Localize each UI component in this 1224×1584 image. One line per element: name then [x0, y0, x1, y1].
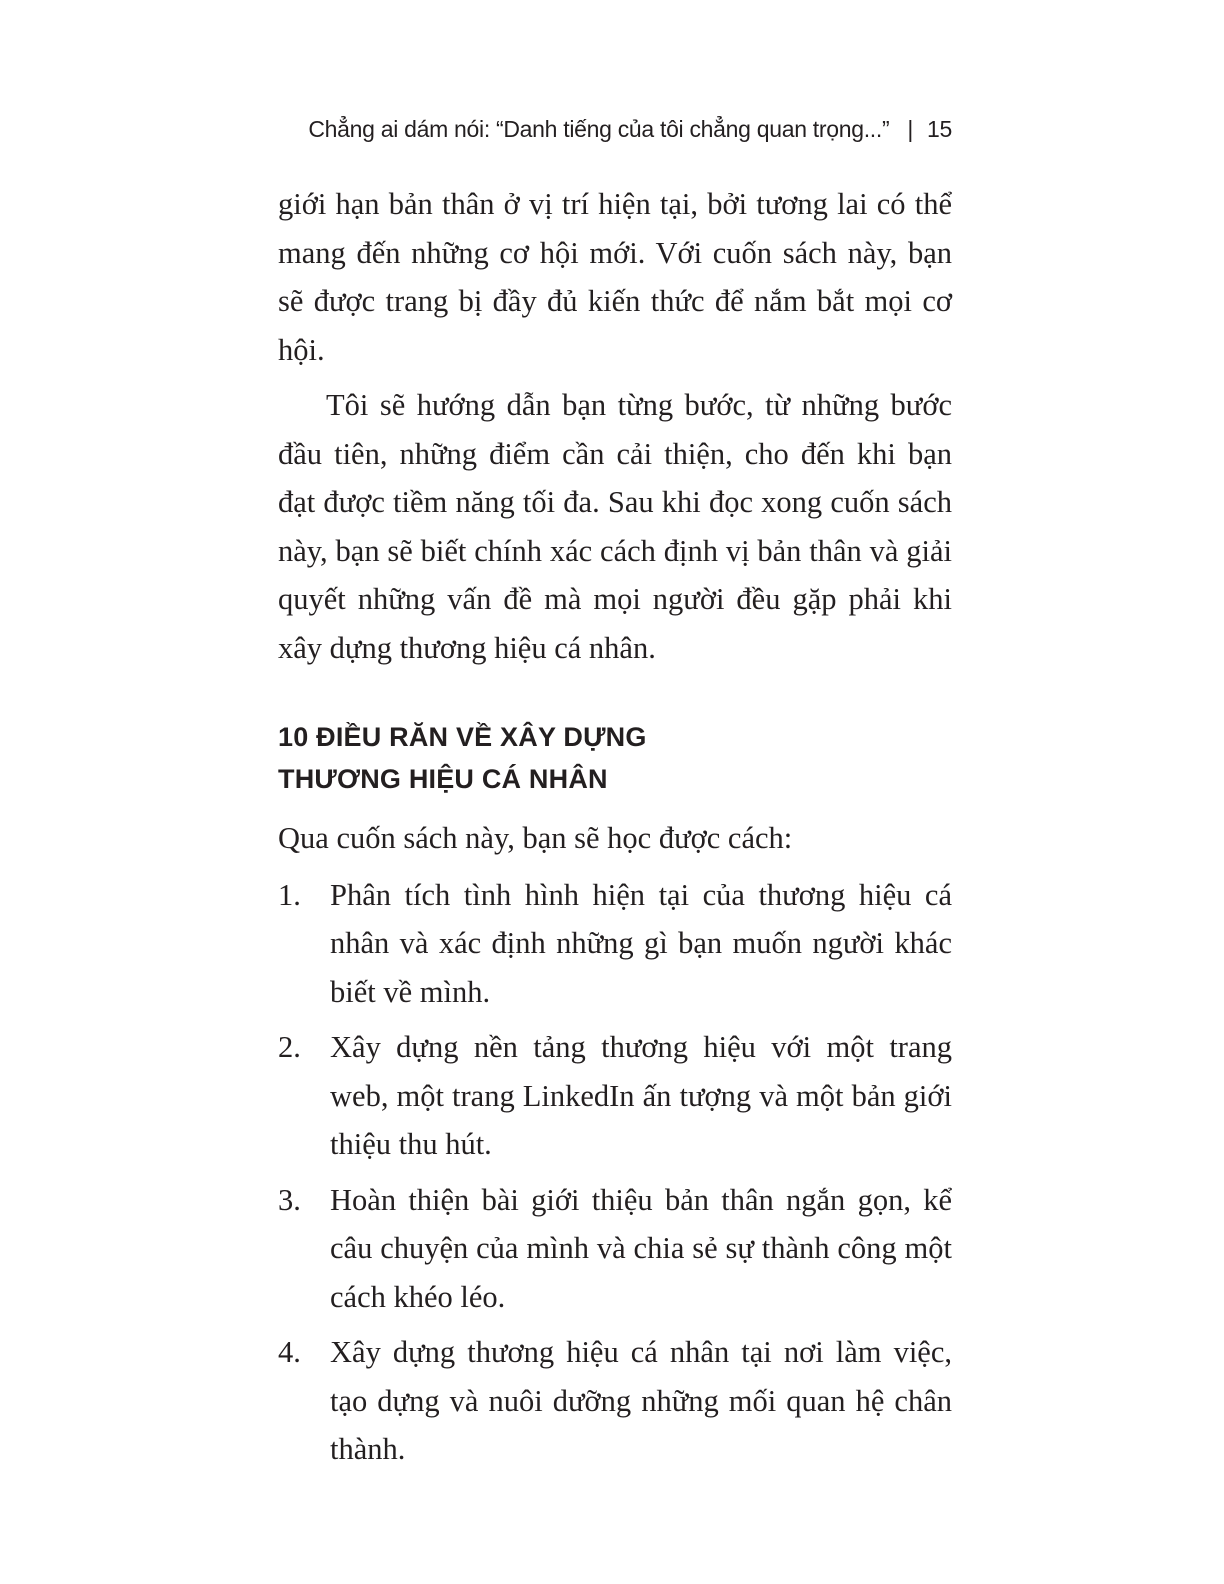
page-body	[278, 180, 952, 1474]
section-heading-line-1: 10 ĐIỀU RĂN VỀ XÂY DỰNG	[278, 722, 647, 752]
page-number: 15	[927, 116, 952, 142]
list-item-text: Xây dựng thương hiệu cá nhân tại nơi làm việc, tạo dựng và nuôi dưỡng những mối quan hệ chân thành.	[330, 1335, 952, 1466]
paragraph-continued: giới hạn bản thân ở vị trí hiện tại, bởi tương lai có thể mang đến những cơ hội mới. Với cuốn sách này, bạn sẽ được trang bị đầy đủ kiến thức để nắm bắt mọi cơ hội.	[278, 187, 952, 367]
paragraph: Tôi sẽ hướng dẫn bạn từng bước, từ những bước đầu tiên, những điểm cần cải thiện, cho đến khi bạn đạt được tiềm năng tối đa. Sau khi đọc xong cuốn sách này, bạn sẽ biết chính xác cách định vị bản thân và giải quyết những vấn đề mà mọi người đều gặp phải khi xây dựng thương hiệu cá nhân.	[278, 388, 952, 665]
running-title: Chẳng ai dám nói: “Danh tiếng của tôi chẳng quan trọng...”	[308, 116, 890, 142]
list-intro: Qua cuốn sách này, bạn sẽ học được cách:	[278, 821, 793, 855]
list-number: 4.	[278, 1335, 301, 1369]
list-item	[278, 871, 952, 1017]
list-item	[278, 1023, 952, 1169]
list-item	[278, 1328, 952, 1474]
list-number: 2.	[278, 1030, 301, 1064]
numbered-list	[278, 871, 952, 1474]
section-heading	[278, 716, 952, 800]
running-header	[278, 116, 952, 143]
list-item	[278, 1176, 952, 1322]
list-item-text: Hoàn thiện bài giới thiệu bản thân ngắn gọn, kể câu chuyện của mình và chia sẻ sự thành công một cách khéo léo.	[330, 1182, 952, 1314]
list-number: 3.	[278, 1182, 301, 1217]
section-heading-line-2: THƯƠNG HIỆU CÁ NHÂN	[278, 764, 608, 794]
list-item-text: Phân tích tình hình hiện tại của thương hiệu cá nhân và xác định những gì bạn muốn người khác biết về mình.	[330, 877, 952, 1009]
list-number: 1.	[278, 877, 301, 912]
list-item-text: Xây dựng nền tảng thương hiệu với một trang web, một trang LinkedIn ấn tượng và một bản giới thiệu thu hút.	[330, 1030, 952, 1161]
header-separator: |	[907, 116, 914, 142]
